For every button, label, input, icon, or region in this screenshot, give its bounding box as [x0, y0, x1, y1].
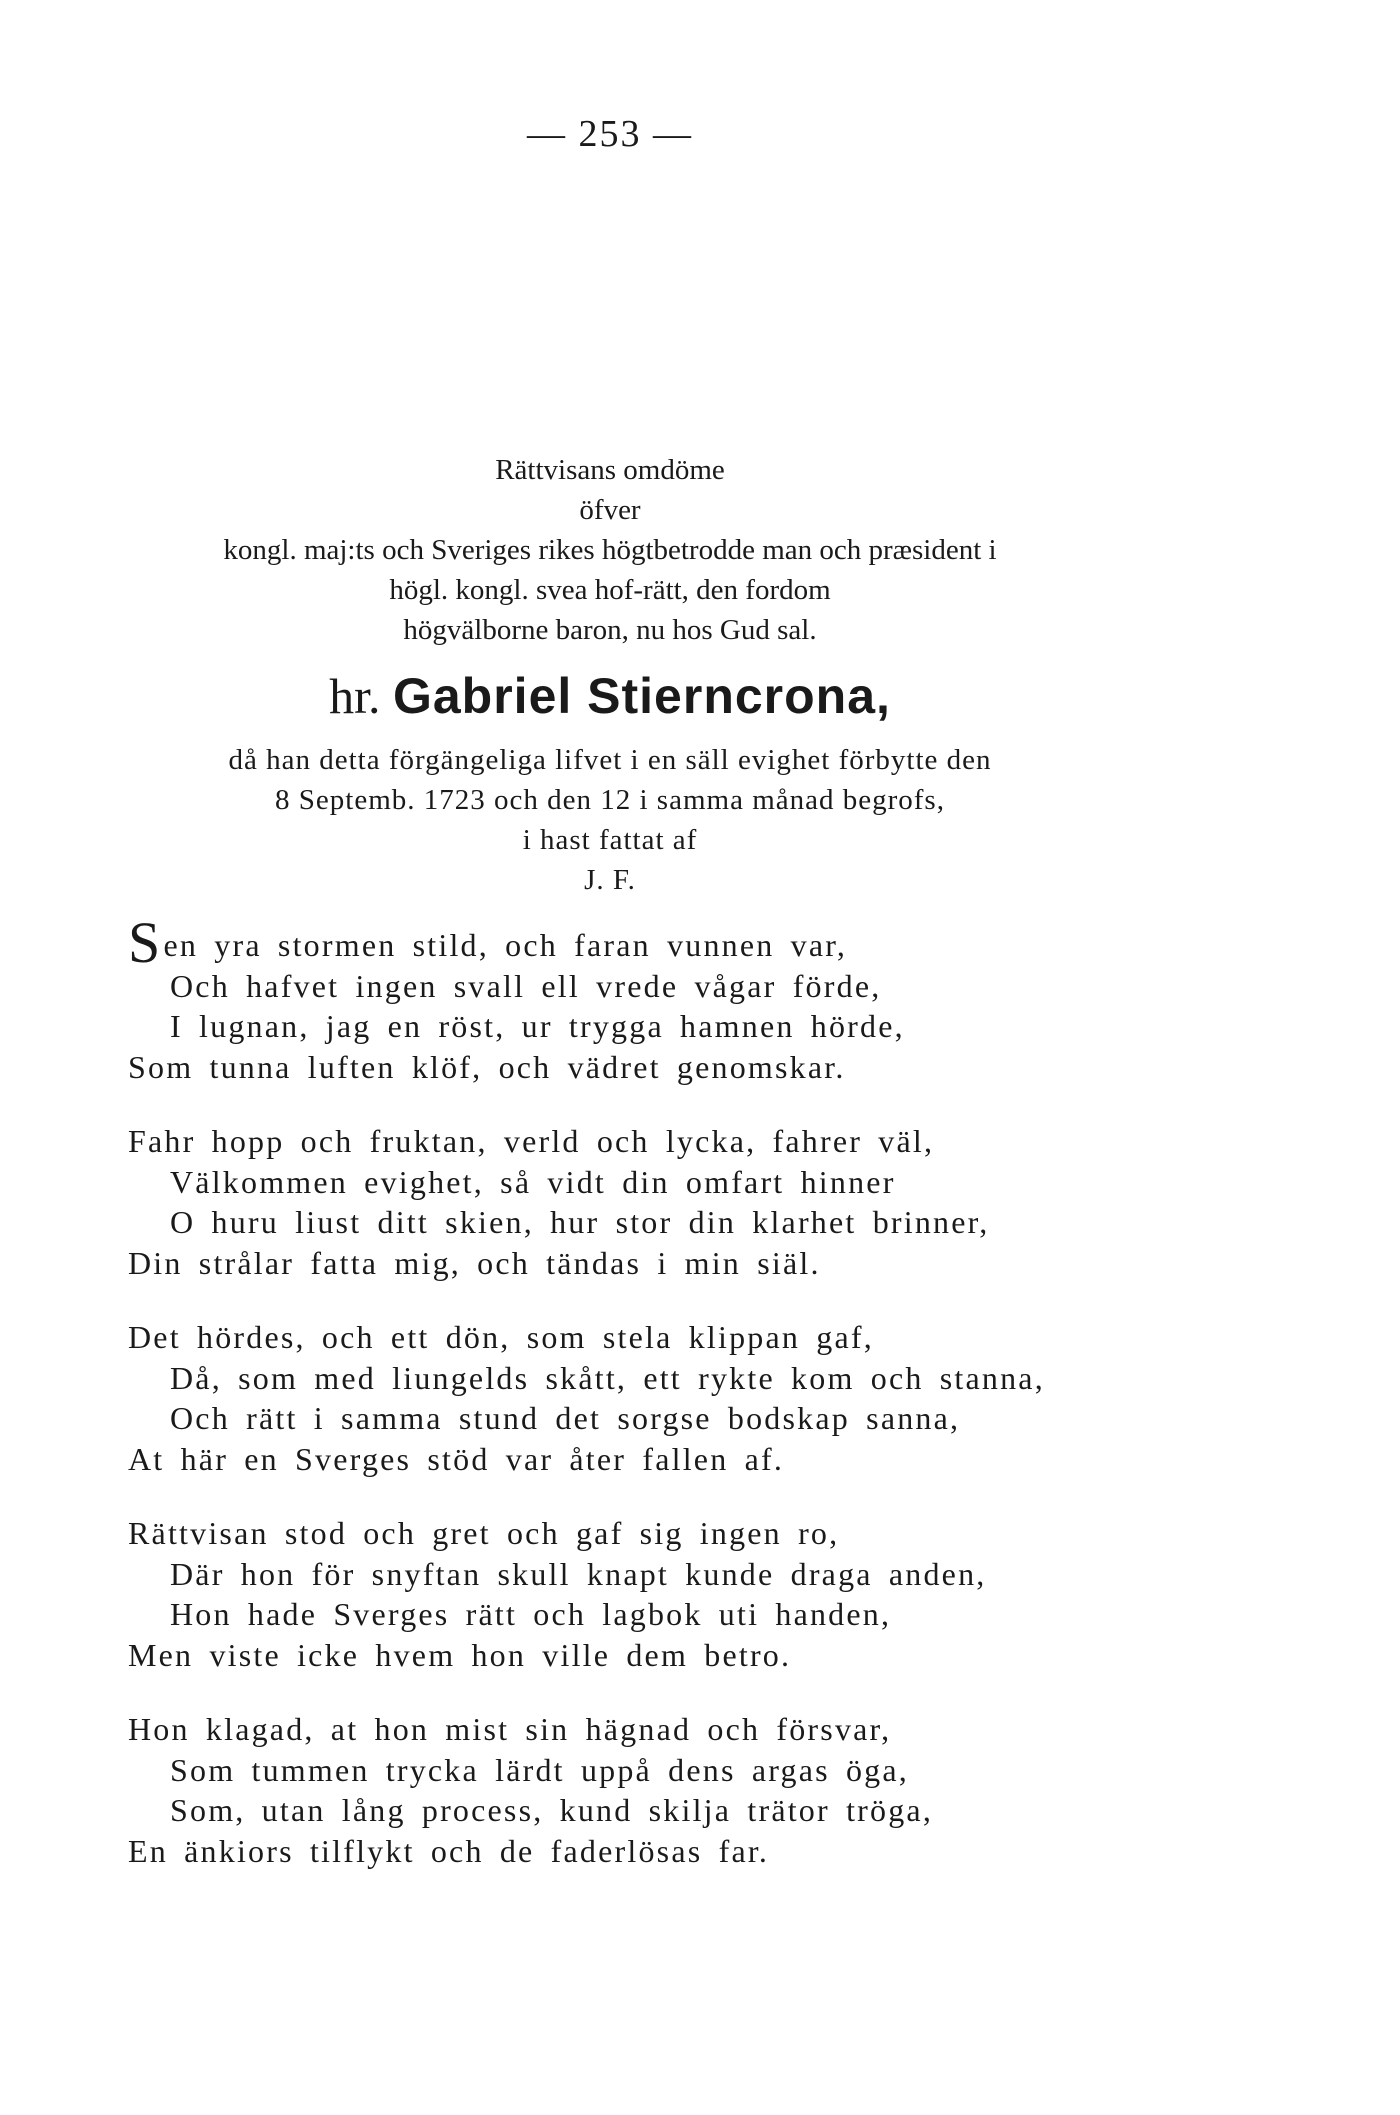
verse-line: Det hördes, och ett dön, som stela klippan gaf, — [128, 1319, 874, 1355]
verse-line: Som tummen trycka lärdt uppå dens argas öga, — [170, 1751, 909, 1788]
stanza-3 — [128, 1317, 1128, 1479]
verse-line — [128, 910, 1128, 975]
stanza-4 — [128, 1513, 1128, 1675]
occasion-line: i hast fattat af — [522, 824, 698, 856]
verse-line: Som tunna luften klöf, och vädret genomskar. — [128, 1048, 846, 1085]
dedicatee-name-line — [110, 664, 1110, 728]
verse-line: Rättvisan stod och gret och gaf sig ingen ro, — [128, 1515, 840, 1551]
verse-text: en yra stormen stild, och faran vunnen var, — [163, 927, 848, 963]
stanza-1 — [128, 910, 1128, 1087]
verse-line: O huru liust ditt skien, hur stor din klarhet brinner, — [170, 1204, 990, 1240]
heading-line: öfver — [579, 494, 641, 526]
verse-line: Som, utan lång process, kund skilja trätor tröga, — [170, 1792, 934, 1828]
heading-line: högl. kongl. svea hof-rätt, den fordom — [389, 574, 831, 606]
verse-line: Och hafvet ingen svall ell vrede vågar förde, — [170, 967, 882, 1004]
stanza-5 — [128, 1709, 1128, 1871]
drop-cap: S — [128, 910, 163, 975]
verse-line: Hon hade Sverges rätt och lagbok uti handen, — [170, 1596, 892, 1632]
poem-heading — [110, 450, 1110, 900]
verse-line: Där hon för snyftan skull knapt kunde draga anden, — [170, 1555, 987, 1592]
occasion-line: 8 Septemb. 1723 och den 12 i samma månad begrofs, — [275, 784, 945, 816]
page-number: — 253 — — [527, 113, 693, 155]
verse-line: I lugnan, jag en röst, ur trygga hamnen hörde, — [170, 1008, 905, 1044]
poem-body — [128, 910, 1128, 1905]
verse-line: En änkiors tilflykt och de faderlösas far. — [128, 1832, 770, 1869]
dedicatee-name: Gabriel Stierncrona, — [392, 668, 891, 724]
verse-line: Då, som med liungelds skått, ett rykte kom och stanna, — [170, 1359, 1045, 1396]
verse-line: Välkommen evighet, så vidt din omfart hinner — [170, 1163, 896, 1200]
occasion-line: då han detta förgängeliga lifvet i en säll evighet förbytte den — [228, 744, 992, 776]
stanza-2 — [128, 1121, 1128, 1283]
verse-line: Men viste icke hvem hon ville dem betro. — [128, 1636, 792, 1673]
honorific: hr. — [329, 668, 381, 724]
verse-line: Din strålar fatta mig, och tändas i min siäl. — [128, 1244, 821, 1281]
author-initials: J. F. — [584, 864, 636, 896]
heading-line: högvälborne baron, nu hos Gud sal. — [403, 614, 817, 646]
verse-line: Hon klagad, at hon mist sin hägnad och försvar, — [128, 1711, 892, 1747]
heading-line: Rättvisans omdöme — [495, 454, 725, 486]
verse-line: Och rätt i samma stund det sorgse bodskap sanna, — [170, 1400, 961, 1436]
verse-line: Fahr hopp och fruktan, verld och lycka, fahrer väl, — [128, 1123, 935, 1159]
heading-line: kongl. maj:ts och Sveriges rikes högtbetrodde man och præsident i — [223, 534, 997, 566]
verse-line: At här en Sverges stöd var åter fallen af. — [128, 1440, 785, 1477]
